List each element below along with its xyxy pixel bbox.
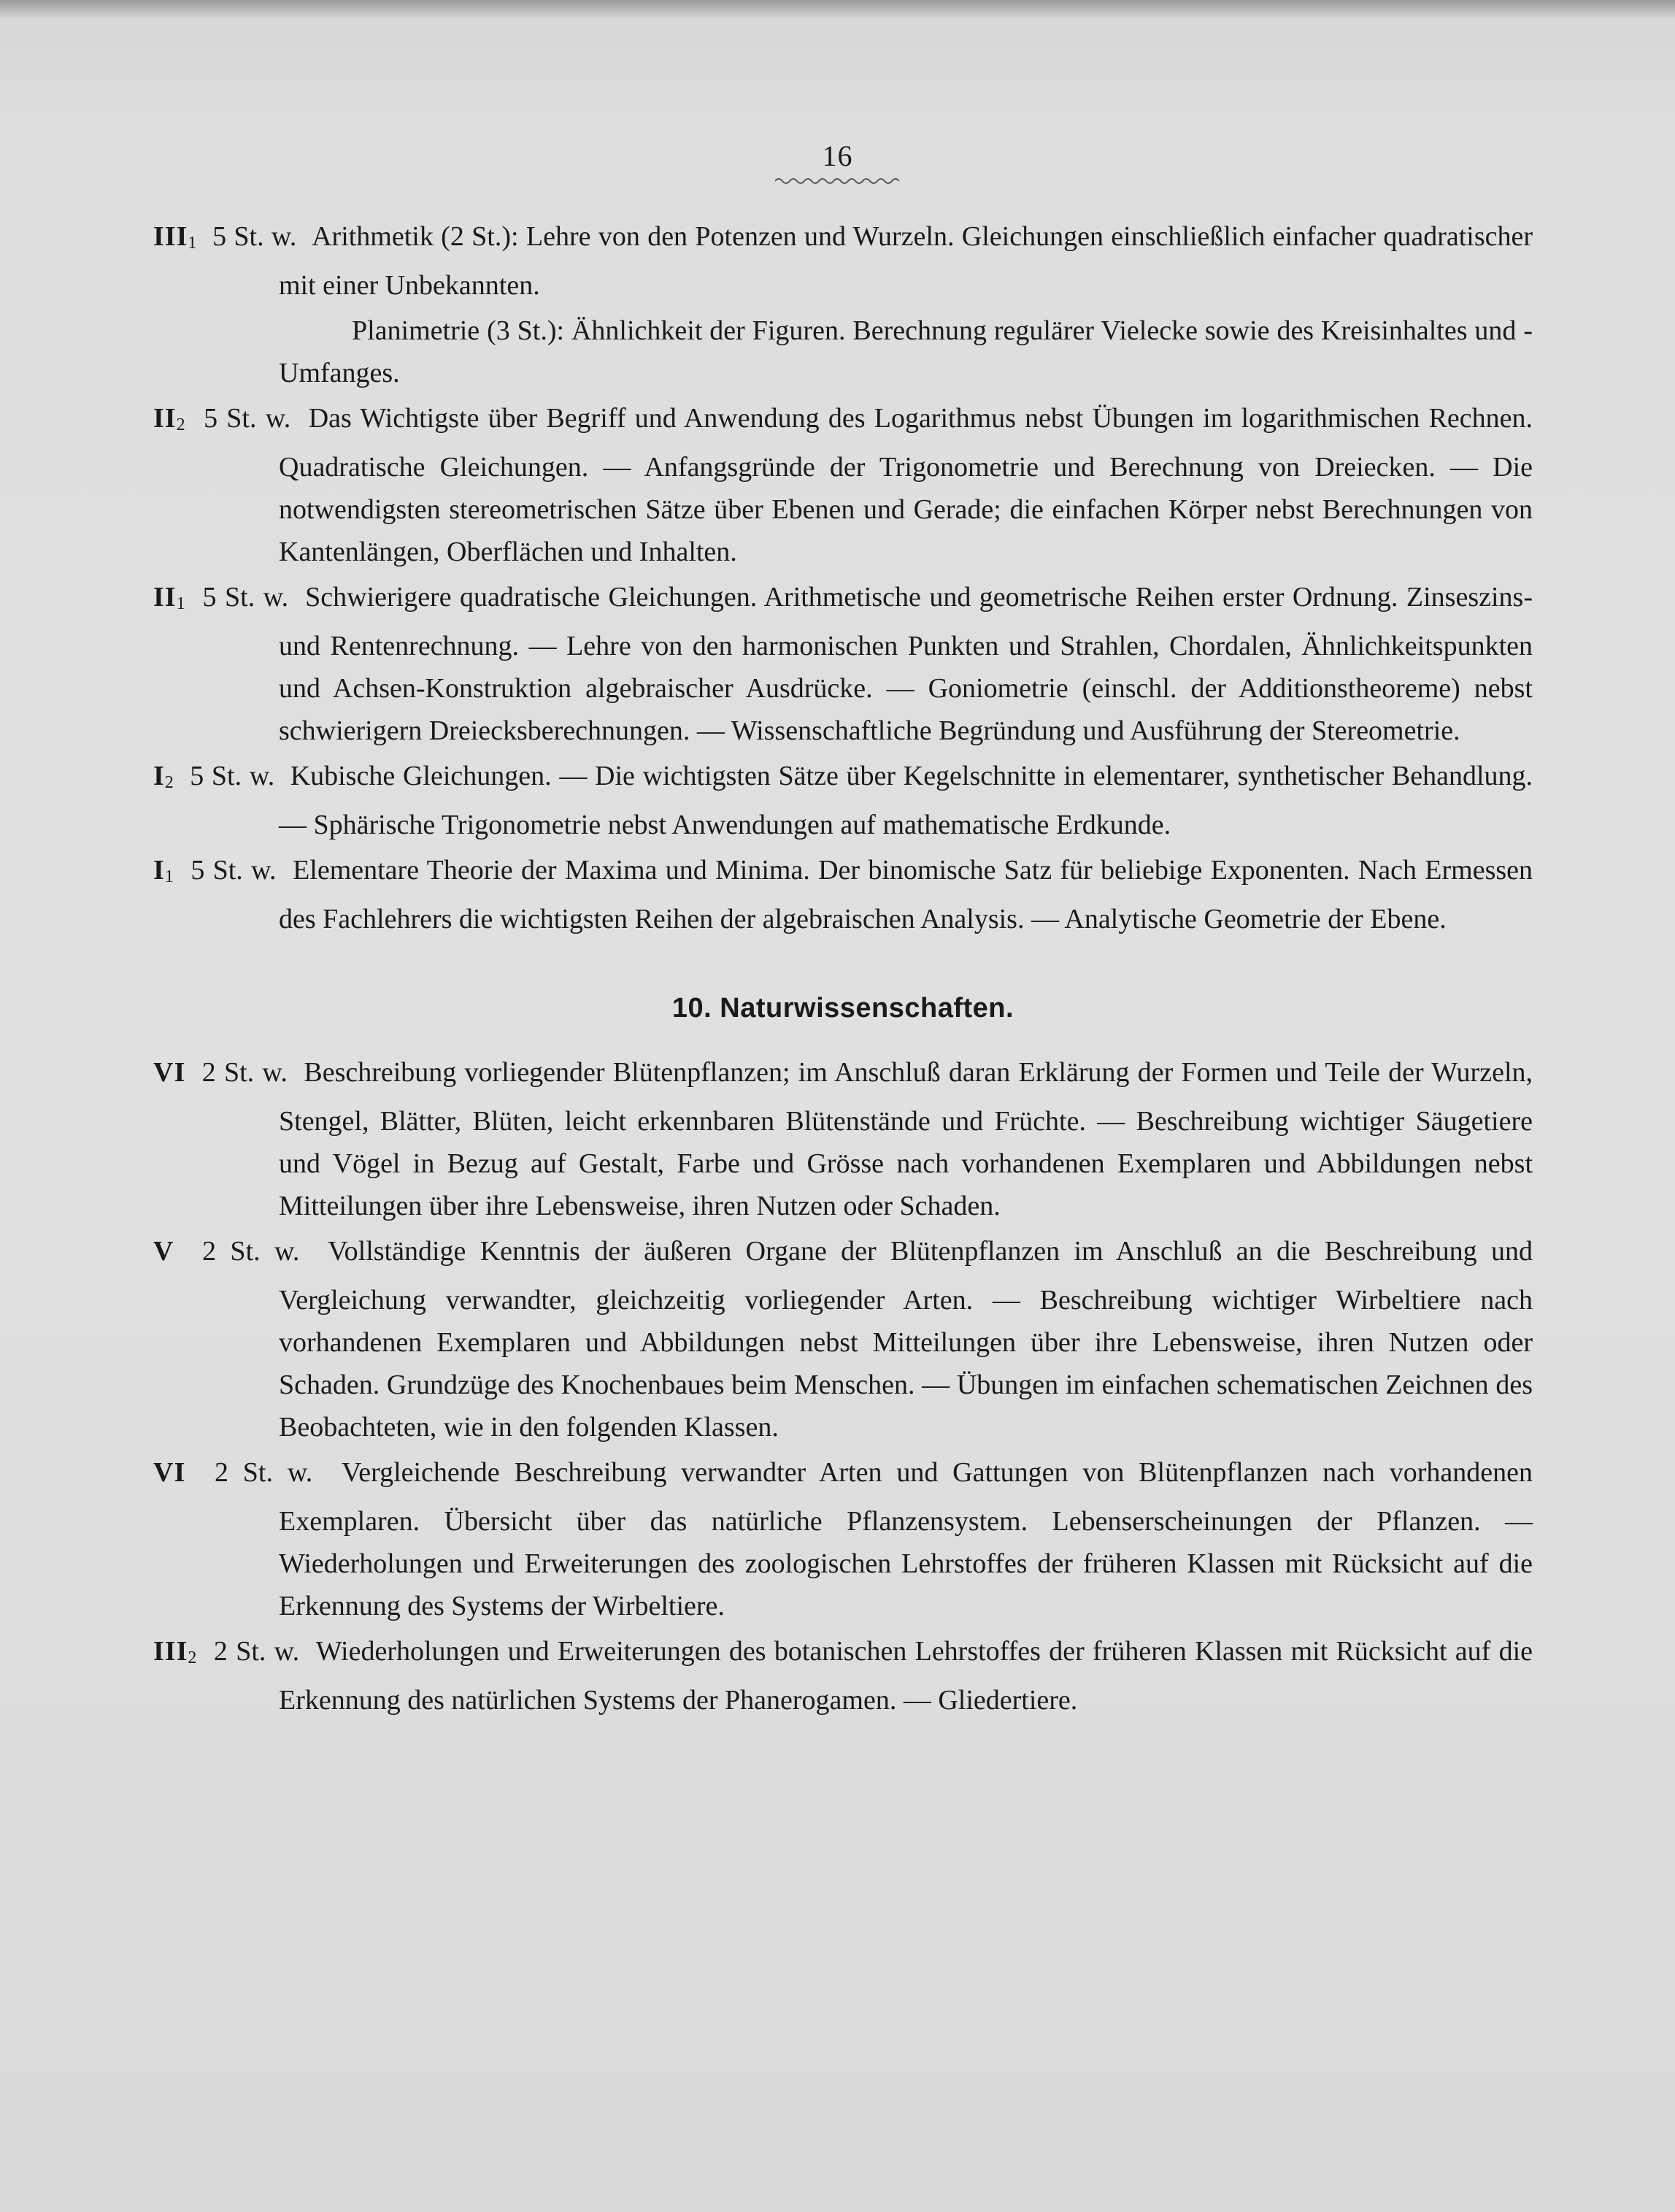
hours-label: 5 St. w. <box>190 855 277 886</box>
hours-label: 2 St. w. <box>214 1457 313 1488</box>
entry-text: Wiederholungen und Erweiterungen des botanischen Lehrstoffes der früheren Klassen mit Rücksicht auf die Erkennung des natürlichen Systems der Phanerogamen. — Gliedertiere. <box>279 1636 1533 1716</box>
class-label: $II_1$ <box>153 582 186 613</box>
class-label: VI <box>153 1057 186 1088</box>
curriculum-entry <box>153 755 1533 846</box>
entry-text: Schwierigere quadratische Gleichungen. Arithmetische und geometrische Reihen erster Ordnung. Zinseszins- und Rentenrechnung. — Lehre von den harmonischen Punkten und Strahlen, Chordalen, Ähnlichkeitspunkten und Achsen-Konstruktion algebraischer Ausdrücke. — Goniometrie (einschl. der Additionstheoreme) nebst schwierigern Dreiecksberechnungen. — Wissenschaftliche Begründung und Ausführung der Stereometrie. <box>279 582 1533 746</box>
page-number: 16 <box>822 139 853 172</box>
entry-text: Vollständige Kenntnis der äußeren Organe der Blütenpflanzen im Anschluß an die Beschreibung und Vergleichung verwandter, gleichzeitig vorliegender Arten. — Beschreibung wichtiger Wirbeltiere nach vorhandenen Exemplaren und Abbildungen nebst Mitteilungen über ihre Lebensweise, ihren Nutzen oder Schaden. Grundzüge des Knochenbaues beim Menschen. — Übungen im einfachen schematischen Zeichnen des Beobachteten, wie in den folgenden Klassen. <box>279 1236 1533 1443</box>
curriculum-entry <box>153 215 1533 307</box>
hours-label: 2 St. w. <box>201 1057 288 1088</box>
entry-text: Arithmetik (2 St.): Lehre von den Potenzen und Wurzeln. Gleichungen einschließlich einfacher quadratischer mit einer Unbekannten. <box>279 221 1533 301</box>
entry-text: Beschreibung vorliegender Blütenpflanzen; im Anschluß daran Erklärung der Formen und Teile der Wurzeln, Stengel, Blätter, Blüten, leicht erkennbaren Blütenstände und Früchte. — Beschreibung wichtiger Säugetiere und Vögel in Bezug auf Gestalt, Farbe und Grösse nach vorhandenen Exemplaren und Abbildungen nebst Mitteilungen über ihre Lebensweise, ihren Nutzen oder Schaden. <box>279 1057 1533 1221</box>
curriculum-entry <box>153 1451 1533 1627</box>
entry-text: Elementare Theorie der Maxima und Minima. Der binomische Satz für beliebige Exponenten. Nach Ermessen des Fachlehrers die wichtigsten Reihen der algebraischen Analysis. — Analytische Geometrie der Ebene. <box>279 855 1533 934</box>
curriculum-entry <box>153 1051 1533 1227</box>
hours-label: 5 St. w. <box>202 582 289 612</box>
class-label: V <box>153 1236 174 1267</box>
class-label: $I_2$ <box>153 761 174 792</box>
hours-label: 5 St. w. <box>204 403 291 434</box>
entry-text: Das Wichtigste über Begriff und Anwendung des Logarithmus nebst Übungen im logarithmischen Rechnen. Quadratische Gleichungen. — Anfangsgründe der Trigonometrie und Berechnung von Dreiecken. — Die notwendigsten stereometrischen Sätze über Ebenen und Gerade; die einfachen Körper nebst Berechnungen von Kantenlängen, Oberflächen und Inhalten. <box>279 403 1533 567</box>
class-label: VI <box>153 1457 186 1488</box>
class-label: $I_1$ <box>153 855 174 886</box>
class-label: $II_2$ <box>153 403 186 434</box>
hours-label: 2 St. w. <box>202 1236 300 1267</box>
curriculum-entry <box>153 1230 1533 1448</box>
curriculum-entry <box>153 849 1533 940</box>
page-content <box>153 215 1533 1724</box>
page-number-ornament <box>775 175 899 187</box>
hours-label: 5 St. w. <box>190 761 275 791</box>
curriculum-entry <box>153 1630 1533 1721</box>
entry-text: Vergleichende Beschreibung verwandter Arten und Gattungen von Blütenpflanzen nach vorhandenen Exemplaren. Übersicht über das natürliche Pflanzensystem. Lebenserscheinungen der Pflanzen. — Wiederholungen und Erweiterungen des zoologischen Lehrstoffes der früheren Klassen mit Rücksicht auf die Erkennung des Systems der Wirbeltiere. <box>279 1457 1533 1621</box>
scan-edge-shadow <box>0 0 1675 19</box>
entry-continuation: Planimetrie (3 St.): Ähnlichkeit der Figuren. Berechnung regulärer Vielecke sowie des Kreisinhaltes und -Umfanges. <box>279 315 1533 388</box>
entry-text: Kubische Gleichungen. — Die wichtigsten Sätze über Kegelschnitte in elementarer, synthetischer Behandlung. — Sphärische Trigonometrie nebst Anwendungen auf mathematische Erdkunde. <box>279 761 1533 840</box>
hours-label: 5 St. w. <box>212 221 297 252</box>
section-heading: 10. Naturwissenschaften. <box>671 993 1014 1024</box>
class-label: $III_1$ <box>153 221 198 253</box>
curriculum-entry <box>153 397 1533 573</box>
class-label: $III_2$ <box>153 1636 198 1667</box>
curriculum-entry <box>153 576 1533 752</box>
hours-label: 2 St. w. <box>213 1636 300 1667</box>
